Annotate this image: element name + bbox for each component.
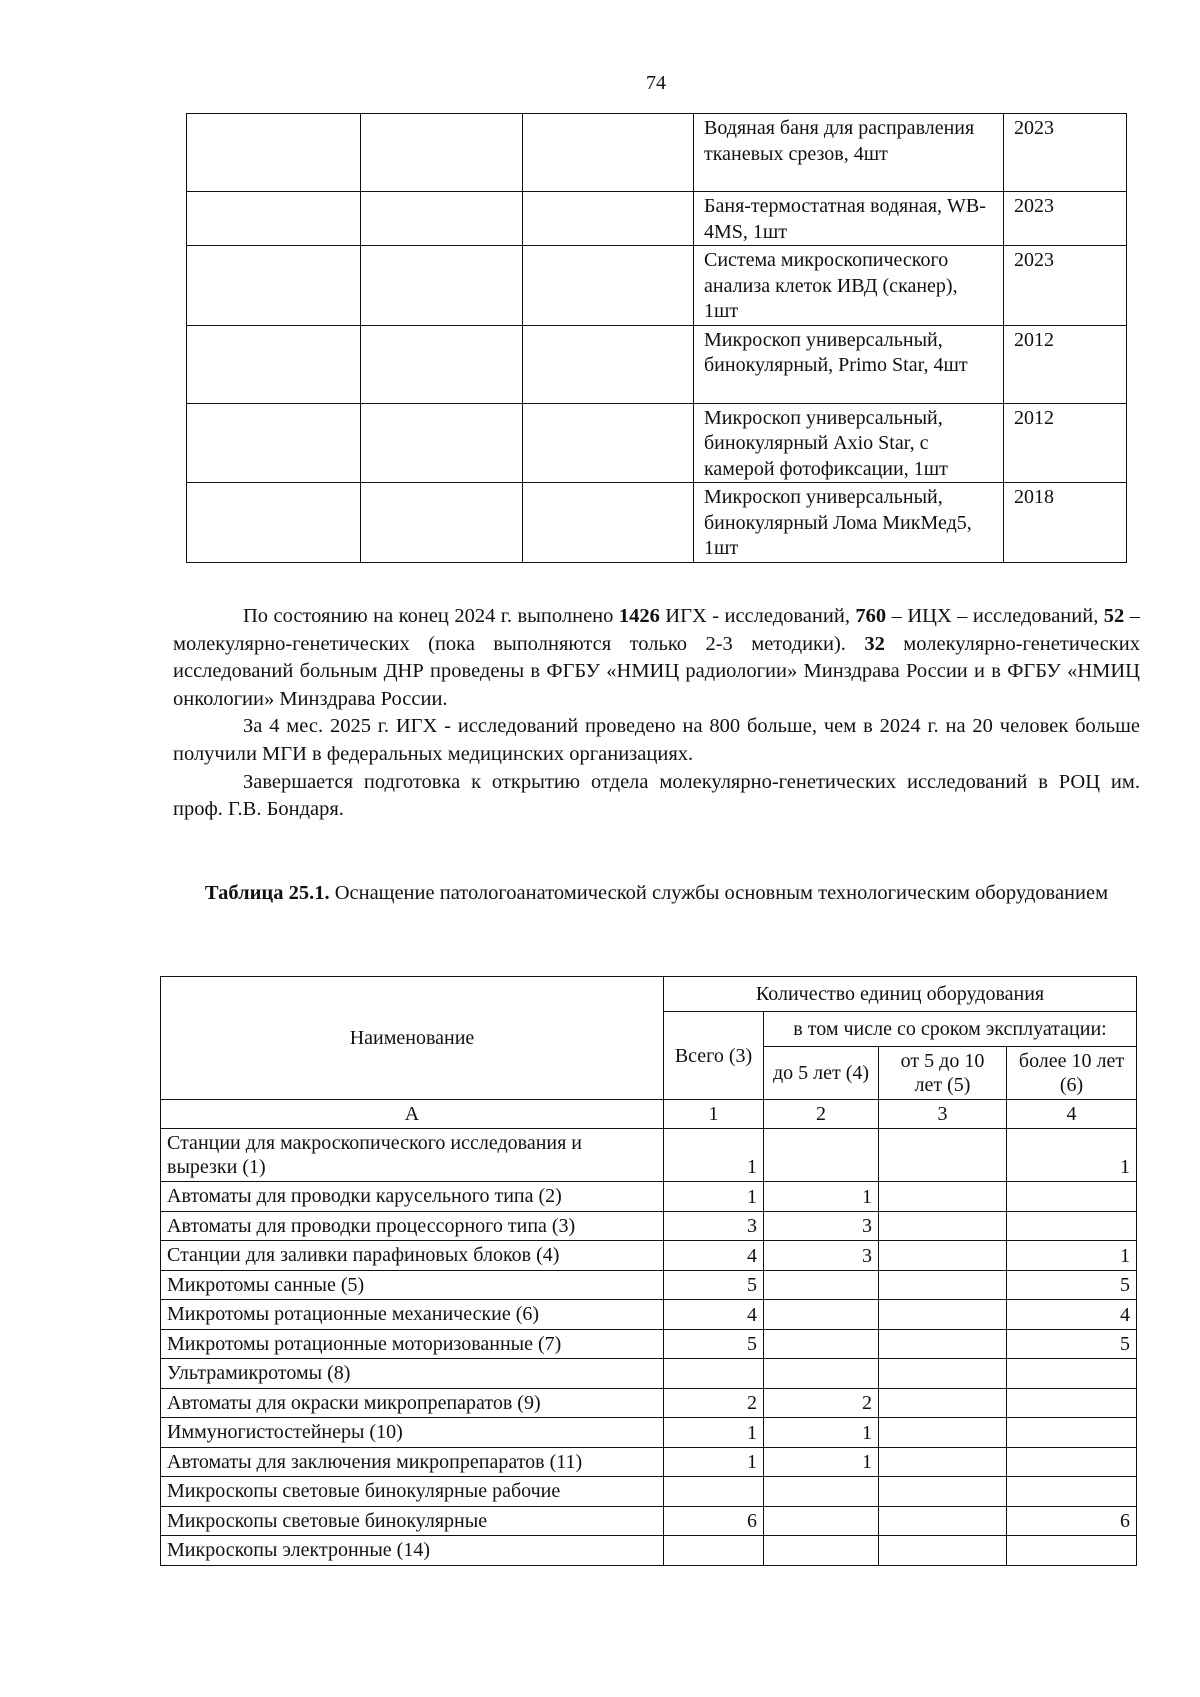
cell-over-10	[1007, 1388, 1137, 1418]
empty-cell	[187, 483, 361, 563]
table-row	[161, 1477, 1137, 1507]
cell-up-to-5	[764, 1329, 879, 1359]
cell-total	[664, 1359, 764, 1389]
cell-total: 6	[664, 1506, 764, 1536]
cell-name: Станции для макроскопического исследования и вырезки (1)	[161, 1129, 664, 1182]
cell-over-10	[1007, 1359, 1137, 1389]
equipment-row	[187, 192, 1127, 246]
cell-over-10	[1007, 1418, 1137, 1448]
cell-name: Микроскопы световые бинокулярные	[161, 1506, 664, 1536]
table-row	[161, 1536, 1137, 1566]
cell-up-to-5: 3	[764, 1211, 879, 1241]
cell-up-to-5: 1	[764, 1182, 879, 1212]
cell-over-10: 1	[1007, 1241, 1137, 1271]
index-cell: 1	[664, 1100, 764, 1129]
empty-cell	[523, 483, 694, 563]
count-igh: 1426	[618, 605, 660, 627]
empty-cell	[187, 192, 361, 246]
cell-name: Ультрамикротомы (8)	[161, 1359, 664, 1389]
cell-from-5-to-10	[879, 1182, 1007, 1212]
equipment-row	[187, 114, 1127, 192]
cell-over-10	[1007, 1182, 1137, 1212]
table-row	[161, 1129, 1137, 1182]
cell-from-5-to-10	[879, 1447, 1007, 1477]
cell-over-10: 6	[1007, 1506, 1137, 1536]
paragraph-results-2024	[173, 603, 1140, 713]
cell-up-to-5	[764, 1129, 879, 1182]
cell-name: Микроскопы световые бинокулярные рабочие	[161, 1477, 664, 1507]
table-row	[161, 1182, 1137, 1212]
cell-from-5-to-10	[879, 1241, 1007, 1271]
equipment-year: 2023	[1004, 246, 1127, 326]
equipment-year: 2012	[1004, 403, 1127, 483]
equipment-row	[187, 325, 1127, 403]
cell-over-10: 5	[1007, 1329, 1137, 1359]
cell-from-5-to-10	[879, 1270, 1007, 1300]
cell-from-5-to-10	[879, 1388, 1007, 1418]
cell-up-to-5	[764, 1506, 879, 1536]
paragraph-2025: За 4 мес. 2025 г. ИГХ - исследований проведено на 800 больше, чем в 2024 г. на 20 человек больше получили МГИ в федеральных медицинских организациях.	[173, 715, 1140, 765]
cell-total: 4	[664, 1300, 764, 1330]
cell-name: Микротомы ротационные механические (6)	[161, 1300, 664, 1330]
table-row	[161, 1300, 1137, 1330]
cell-from-5-to-10	[879, 1329, 1007, 1359]
equipment-row	[187, 246, 1127, 326]
cell-name: Автоматы для окраски микропрепаратов (9)	[161, 1388, 664, 1418]
equipment-item: Микроскоп универсальный, бинокулярный, Primo Star, 4шт	[694, 325, 1004, 403]
cell-total: 2	[664, 1388, 764, 1418]
header-quantity: Количество единиц оборудования	[664, 977, 1137, 1012]
cell-over-10	[1007, 1447, 1137, 1477]
cell-up-to-5	[764, 1477, 879, 1507]
equipment-item: Баня-термостатная водяная, WB-4MS, 1шт	[694, 192, 1004, 246]
cell-over-10	[1007, 1477, 1137, 1507]
cell-name: Микроскопы электронные (14)	[161, 1536, 664, 1566]
table-row	[161, 1241, 1137, 1271]
count-molecular-federal: 32	[864, 632, 885, 655]
empty-cell	[523, 246, 694, 326]
cell-over-10	[1007, 1211, 1137, 1241]
header-over-10: более 10 лет (6)	[1007, 1047, 1137, 1100]
cell-from-5-to-10	[879, 1300, 1007, 1330]
equipment-item: Водяная баня для расправления тканевых срезов, 4шт	[694, 114, 1004, 192]
count-ich: 760	[855, 605, 887, 627]
cell-up-to-5: 3	[764, 1241, 879, 1271]
cell-name: Автоматы для проводки процессорного типа (3)	[161, 1211, 664, 1241]
empty-cell	[523, 325, 694, 403]
equipment-year: 2018	[1004, 483, 1127, 563]
page-number: 74	[646, 72, 666, 94]
caption-label: Таблица 25.1.	[204, 882, 330, 904]
cell-over-10: 5	[1007, 1270, 1137, 1300]
cell-total: 3	[664, 1211, 764, 1241]
header-total: Всего (3)	[664, 1012, 764, 1100]
cell-up-to-5: 2	[764, 1388, 879, 1418]
caption-text: Оснащение патологоанатомической службы основным технологическим оборудованием	[329, 882, 1109, 904]
cell-from-5-to-10	[879, 1536, 1007, 1566]
index-cell: 2	[764, 1100, 879, 1129]
cell-over-10: 1	[1007, 1129, 1137, 1182]
empty-cell	[361, 114, 523, 192]
header-name: Наименование	[161, 977, 664, 1100]
cell-over-10	[1007, 1536, 1137, 1566]
cell-total: 5	[664, 1270, 764, 1300]
cell-total: 1	[664, 1182, 764, 1212]
text: молекулярно-генетических исследований больным ДНР проведены в ФГБУ «НМИЦ радиологии» Минздрава России и в ФГБУ «НМИЦ онкологии» Минздрава России.	[173, 632, 1140, 710]
cell-up-to-5	[764, 1536, 879, 1566]
empty-cell	[187, 325, 361, 403]
index-row	[161, 1100, 1137, 1129]
table-row	[161, 1359, 1137, 1389]
paragraph-department: Завершается подготовка к открытию отдела молекулярно-генетических исследований в РОЦ им. проф. Г.В. Бондаря.	[173, 770, 1140, 821]
cell-over-10: 4	[1007, 1300, 1137, 1330]
table-row	[161, 1506, 1137, 1536]
cell-total: 1	[664, 1418, 764, 1448]
cell-name: Микротомы ротационные моторизованные (7)	[161, 1329, 664, 1359]
equipment-item: Микроскоп универсальный, бинокулярный Лома МикМед5, 1шт	[694, 483, 1004, 563]
equipment-table-continued	[186, 113, 1127, 563]
equipment-item: Система микроскопического анализа клеток ИВД (сканер), 1шт	[694, 246, 1004, 326]
header-including: в том числе со сроком эксплуатации:	[764, 1012, 1137, 1047]
empty-cell	[187, 114, 361, 192]
cell-from-5-to-10	[879, 1129, 1007, 1182]
empty-cell	[187, 403, 361, 483]
equipment-row	[187, 483, 1127, 563]
cell-from-5-to-10	[879, 1359, 1007, 1389]
table-row	[161, 1447, 1137, 1477]
cell-from-5-to-10	[879, 1477, 1007, 1507]
cell-from-5-to-10	[879, 1418, 1007, 1448]
header-5-to-10: от 5 до 10 лет (5)	[879, 1047, 1007, 1100]
empty-cell	[361, 246, 523, 326]
index-cell: 4	[1007, 1100, 1137, 1129]
cell-up-to-5: 1	[764, 1447, 879, 1477]
cell-total: 5	[664, 1329, 764, 1359]
cell-total: 1	[664, 1129, 764, 1182]
cell-name: Автоматы для проводки карусельного типа (2)	[161, 1182, 664, 1212]
header-up-to-5: до 5 лет (4)	[764, 1047, 879, 1100]
index-cell: 3	[879, 1100, 1007, 1129]
text: По состоянию на конец 2024 г. выполнено	[243, 605, 619, 627]
empty-cell	[361, 483, 523, 563]
cell-up-to-5: 1	[764, 1418, 879, 1448]
table-row	[161, 1388, 1137, 1418]
empty-cell	[523, 403, 694, 483]
cell-name: Автоматы для заключения микропрепаратов (11)	[161, 1447, 664, 1477]
cell-name: Иммуногистостейнеры (10)	[161, 1418, 664, 1448]
equipment-year: 2023	[1004, 114, 1127, 192]
empty-cell	[361, 403, 523, 483]
empty-cell	[523, 192, 694, 246]
cell-total: 4	[664, 1241, 764, 1271]
table-caption	[173, 880, 1140, 907]
cell-name: Микротомы санные (5)	[161, 1270, 664, 1300]
cell-total: 1	[664, 1447, 764, 1477]
text: – ИЦХ – исследований,	[886, 605, 1104, 627]
empty-cell	[187, 246, 361, 326]
cell-from-5-to-10	[879, 1506, 1007, 1536]
equipment-table-25-1	[160, 976, 1137, 1566]
empty-cell	[361, 325, 523, 403]
text: ИГХ - исследований,	[659, 605, 856, 627]
equipment-item: Микроскоп универсальный, бинокулярный Axio Star, с камерой фотофиксации, 1шт	[694, 403, 1004, 483]
cell-up-to-5	[764, 1300, 879, 1330]
equipment-year: 2012	[1004, 325, 1127, 403]
cell-up-to-5	[764, 1270, 879, 1300]
cell-from-5-to-10	[879, 1211, 1007, 1241]
index-cell: А	[161, 1100, 664, 1129]
equipment-row	[187, 403, 1127, 483]
count-molecular: 52	[1103, 605, 1125, 627]
text: – молекулярно-генетических (пока выполняются только 2-3 методики).	[173, 605, 1140, 655]
cell-total	[664, 1536, 764, 1566]
table-row	[161, 1329, 1137, 1359]
cell-total	[664, 1477, 764, 1507]
table-row	[161, 1211, 1137, 1241]
empty-cell	[361, 192, 523, 246]
table-row	[161, 1418, 1137, 1448]
empty-cell	[523, 114, 694, 192]
table-row	[161, 1270, 1137, 1300]
cell-name: Станции для заливки парафиновых блоков (4)	[161, 1241, 664, 1271]
cell-up-to-5	[764, 1359, 879, 1389]
equipment-year: 2023	[1004, 192, 1127, 246]
body-text	[173, 603, 1140, 824]
